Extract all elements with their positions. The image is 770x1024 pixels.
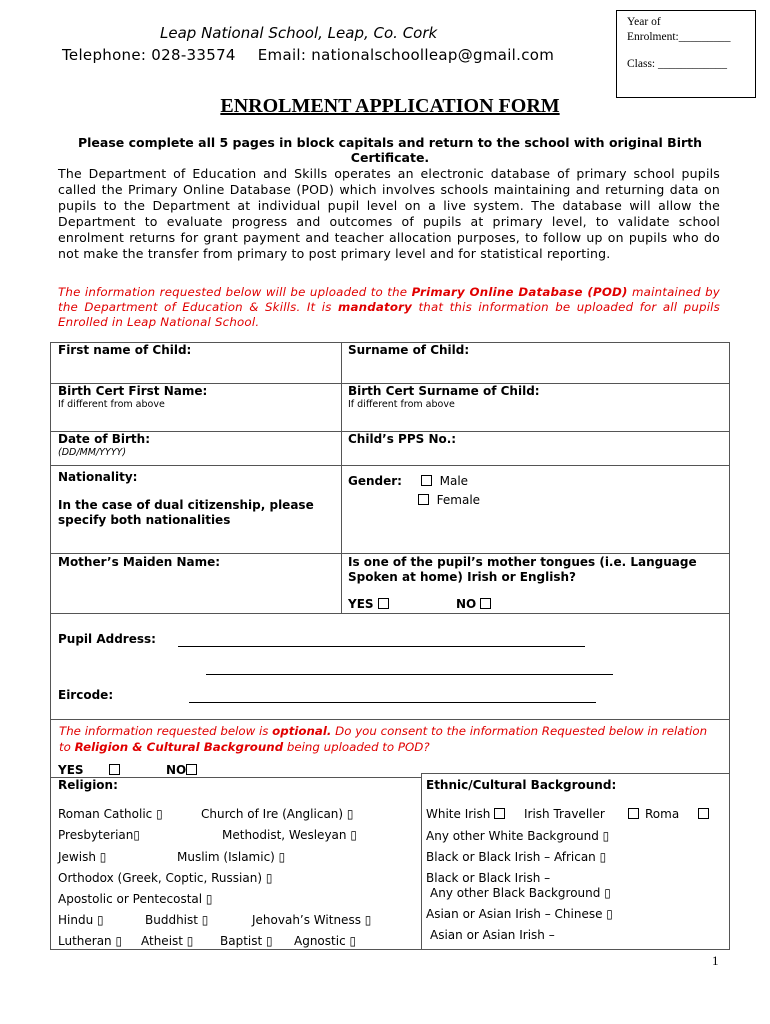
email: Email: nationalschoolleap@gmail.com [257, 46, 555, 64]
consent-yes-label: YES [58, 763, 84, 777]
yes-checkbox[interactable] [378, 598, 389, 609]
male-checkbox[interactable] [421, 475, 432, 486]
address-line-2[interactable] [206, 674, 613, 675]
ethnic-other-white[interactable]: Any other White Background ▯ [426, 829, 610, 843]
religion-lutheran[interactable]: Lutheran ▯ [58, 934, 123, 948]
religion-roman-catholic[interactable]: Roman Catholic ▯ [58, 807, 163, 821]
religion-baptist[interactable]: Baptist ▯ [220, 934, 273, 948]
white-irish-label: White Irish [426, 807, 491, 821]
ethnic-background-label: Ethnic/Cultural Background: [426, 778, 617, 792]
religion-muslim[interactable]: Muslim (Islamic) ▯ [177, 850, 286, 864]
telephone: Telephone: 028-33574 [62, 46, 236, 64]
year-label: Year of [627, 16, 661, 28]
pod-note-pod: Primary Online Database (POD) [411, 285, 628, 299]
intro-paragraph: The Department of Education and Skills operates an electronic database of primary school pupils called the Primary Online Database (POD) which involves schools maintaining and returning data on pupils to the Department at individual pupil level on a live system. The database will allow the Department to evaluate progress and outcomes of pupils at primary level, to validate school enrolment returns for grant payment and teacher allocation purposes, to follow up on pupils who do not make the transfer from primary to post primary level and for statistical reporting. [58, 166, 720, 261]
mothers-maiden-name-label: Mother’s Maiden Name: [58, 555, 221, 569]
school-name: Leap National School, Leap, Co. Cork [160, 24, 438, 42]
form-title: ENROLMENT APPLICATION FORM [220, 95, 560, 117]
optional-word: optional. [272, 724, 332, 738]
optional-part1: The information requested below is [59, 724, 273, 738]
religion-atheist[interactable]: Atheist ▯ [141, 934, 194, 948]
pps-label: Child’s PPS No.: [348, 432, 457, 446]
religion-orthodox[interactable]: Orthodox (Greek, Coptic, Russian) ▯ [58, 871, 273, 885]
mother-tongue-yes-option[interactable] [348, 597, 389, 611]
if-different-note: If different from above [58, 399, 165, 410]
consent-no-option[interactable] [166, 763, 197, 777]
dob-label: Date of Birth: [58, 432, 151, 446]
religion-label: Religion: [58, 778, 118, 792]
if-different-note: If different from above [348, 399, 455, 410]
consent-yes-checkbox[interactable] [109, 764, 120, 775]
address-line-1[interactable] [178, 646, 585, 647]
gender-male-option[interactable] [421, 474, 468, 488]
religion-agnostic[interactable]: Agnostic ▯ [294, 934, 357, 948]
yes-label: YES [348, 597, 374, 611]
dob-format: (DD/MM/YYYY) [58, 447, 127, 458]
enrolment-label: Enrolment:_________ [627, 31, 731, 43]
irish-traveller-label: Irish Traveller [524, 807, 605, 821]
consent-yes-option[interactable] [58, 763, 120, 777]
ethnic-asian-irish: Asian or Asian Irish – [430, 928, 555, 942]
female-checkbox[interactable] [418, 494, 429, 505]
mother-tongue-question: Is one of the pupil’s mother tongues (i.e. Language Spoken at home) Irish or English? [348, 555, 697, 584]
pod-note-part1: The information requested below will be uploaded to the [58, 285, 412, 299]
religion-hindu[interactable]: Hindu ▯ [58, 913, 104, 927]
roma-checkbox[interactable] [698, 808, 709, 819]
consent-no-label: NO [166, 763, 187, 777]
irish-traveller-checkbox[interactable] [628, 808, 639, 819]
dual-citizenship-note: In the case of dual citizenship, please specify both nationalities [58, 498, 314, 527]
birth-cert-surname-label: Birth Cert Surname of Child: [348, 384, 540, 398]
ethnic-black-irish: Black or Black Irish – [426, 871, 551, 885]
class-label: Class: ____________ [627, 58, 727, 70]
religion-buddhist[interactable]: Buddhist ▯ [145, 913, 209, 927]
year-class-box [616, 10, 756, 98]
pod-note-mandatory: mandatory [337, 300, 413, 314]
eircode-label: Eircode: [58, 688, 114, 702]
pod-note-part3: that this information be uploaded for all pupils Enrolled in Leap National School. [58, 300, 720, 329]
ethnic-roma[interactable] [645, 807, 709, 821]
ethnic-irish-traveller[interactable] [524, 807, 639, 821]
pupil-address-label: Pupil Address: [58, 632, 156, 646]
religion-church-of-ireland[interactable]: Church of Ire (Anglican) ▯ [201, 807, 354, 821]
religion-jewish[interactable]: Jewish ▯ [58, 850, 107, 864]
mother-tongue-no-option[interactable] [456, 597, 491, 611]
ethnic-white-irish[interactable] [426, 807, 505, 821]
first-name-label: First name of Child: [58, 343, 192, 357]
optional-part3: being uploaded to POD? [283, 740, 430, 754]
optional-religion: Religion & Cultural Background [74, 740, 284, 754]
no-checkbox[interactable] [480, 598, 491, 609]
male-label: Male [439, 474, 469, 488]
consent-no-checkbox[interactable] [186, 764, 197, 775]
enrolment-form-table [50, 342, 730, 950]
no-label: NO [456, 597, 477, 611]
white-irish-checkbox[interactable] [494, 808, 505, 819]
ethnic-asian-chinese[interactable]: Asian or Asian Irish – Chinese ▯ [426, 907, 613, 921]
ethnic-other-black[interactable]: Any other Black Background ▯ [430, 886, 611, 900]
pod-note-part2: maintained by the Department of Education & Skills. It is [58, 285, 720, 314]
page-number: 1 [712, 953, 719, 968]
instructions: Please complete all 5 pages in block capitals and return to the school with original Birth Certificate. [77, 135, 703, 165]
pod-note [58, 285, 720, 330]
religion-apostolic[interactable]: Apostolic or Pentecostal ▯ [58, 892, 213, 906]
ethnic-black-african[interactable]: Black or Black Irish – African ▯ [426, 850, 607, 864]
contact-line [62, 46, 554, 64]
female-label: Female [436, 493, 481, 507]
religion-jehovahs-witness[interactable]: Jehovah’s Witness ▯ [252, 913, 372, 927]
gender-label: Gender: [348, 474, 402, 488]
religion-presbyterian[interactable]: Presbyterian▯ [58, 828, 140, 842]
nationality-label: Nationality: [58, 470, 138, 484]
religion-methodist[interactable]: Methodist, Wesleyan ▯ [222, 828, 357, 842]
birth-cert-first-name-label: Birth Cert First Name: [58, 384, 208, 398]
surname-label: Surname of Child: [348, 343, 470, 357]
optional-part2: Do you consent to the information Requested below in relation to [59, 724, 708, 754]
roma-label: Roma [645, 807, 680, 821]
gender-female-option[interactable] [418, 493, 480, 507]
optional-consent-note [59, 723, 721, 755]
eircode-line[interactable] [189, 702, 596, 703]
